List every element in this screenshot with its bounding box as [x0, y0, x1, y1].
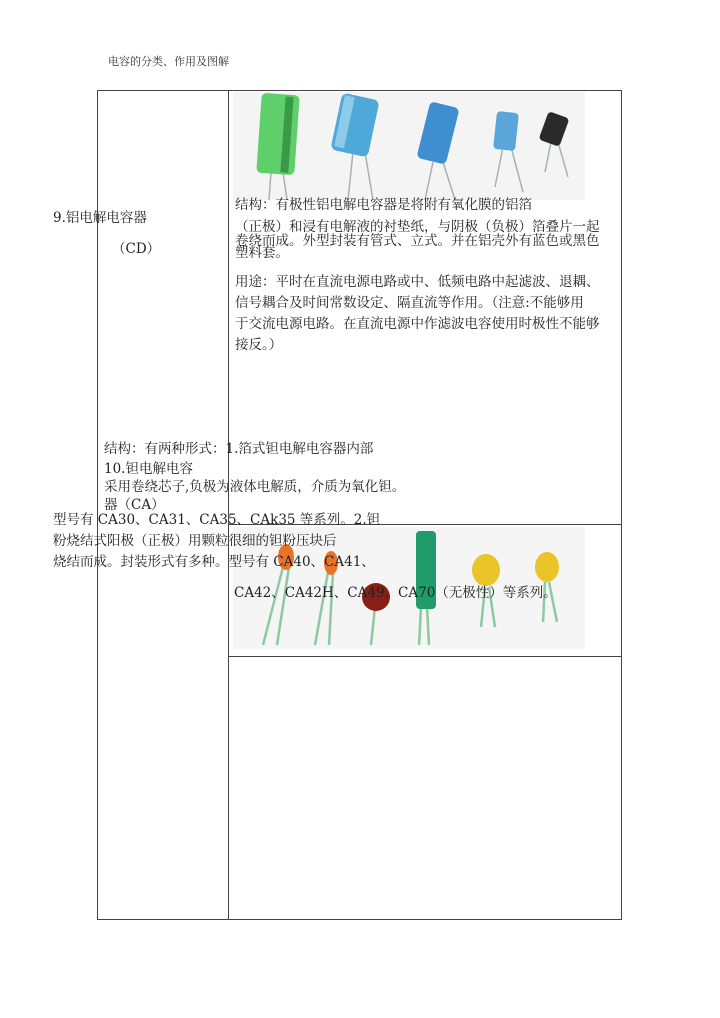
- section9-structure-line1: 结构：有极性铝电解电容器是将附有氧化膜的铝箔: [235, 197, 532, 213]
- section10-line2: 采用卷绕芯子,负极为液体电解质，介质为氧化钽。: [104, 479, 406, 495]
- section9-code: （CD）: [112, 241, 161, 257]
- row-divider-2: [228, 656, 621, 657]
- table-top-border: [97, 90, 621, 91]
- section9-usage-line3: 于交流电源电路。在直流电源中作滤波电容使用时极性不能够: [235, 316, 600, 332]
- section10-line3: 型号有 CA30、CA31、CA35、CAk35 等系列。2.钽: [53, 512, 381, 528]
- column-divider: [228, 90, 229, 920]
- section10-line4: 粉烧结式阳极（正极）用颗粒很细的钽粉压块后: [53, 533, 337, 549]
- section9-usage-line2: 信号耦合及时间常数设定、隔直流等作用。（注意:不能够用: [235, 295, 584, 311]
- section10-title-line1: 10.钽电解电容: [104, 461, 193, 477]
- section9-structure-line2: （正极）和浸有电解液的衬垫纸，与阴极（负极）箔叠片一起: [235, 219, 600, 235]
- section9-structure-line4: 塑料套。: [235, 245, 289, 261]
- aluminum-capacitors-photo: [233, 92, 585, 200]
- section9-usage-line4: 接反。）: [235, 337, 283, 353]
- section10-line6: CA42、CA42H、CA49、CA70（无极性）等系列。: [234, 585, 557, 601]
- section10-line5: 烧结而成。封装形式有多种。型号有 CA40、CA41、: [53, 554, 375, 570]
- section10-title-line2: 器（CA）: [104, 497, 165, 513]
- section9-structure-line3: 卷绕而成。外型封装有管式、立式。并在铝壳外有蓝色或黑色: [235, 233, 600, 249]
- section9-usage-line1: 用途：平时在直流电源电路或中、低频电路中起滤波、退耦、: [235, 274, 600, 290]
- table-bottom-border: [97, 919, 621, 920]
- page-header: 电容的分类、作用及图解: [108, 55, 229, 68]
- section10-line1: 结构：有两种形式：1.箔式钽电解电容器内部: [104, 441, 374, 457]
- table-right-border: [621, 90, 622, 920]
- section9-title: 9.铝电解电容器: [53, 210, 147, 226]
